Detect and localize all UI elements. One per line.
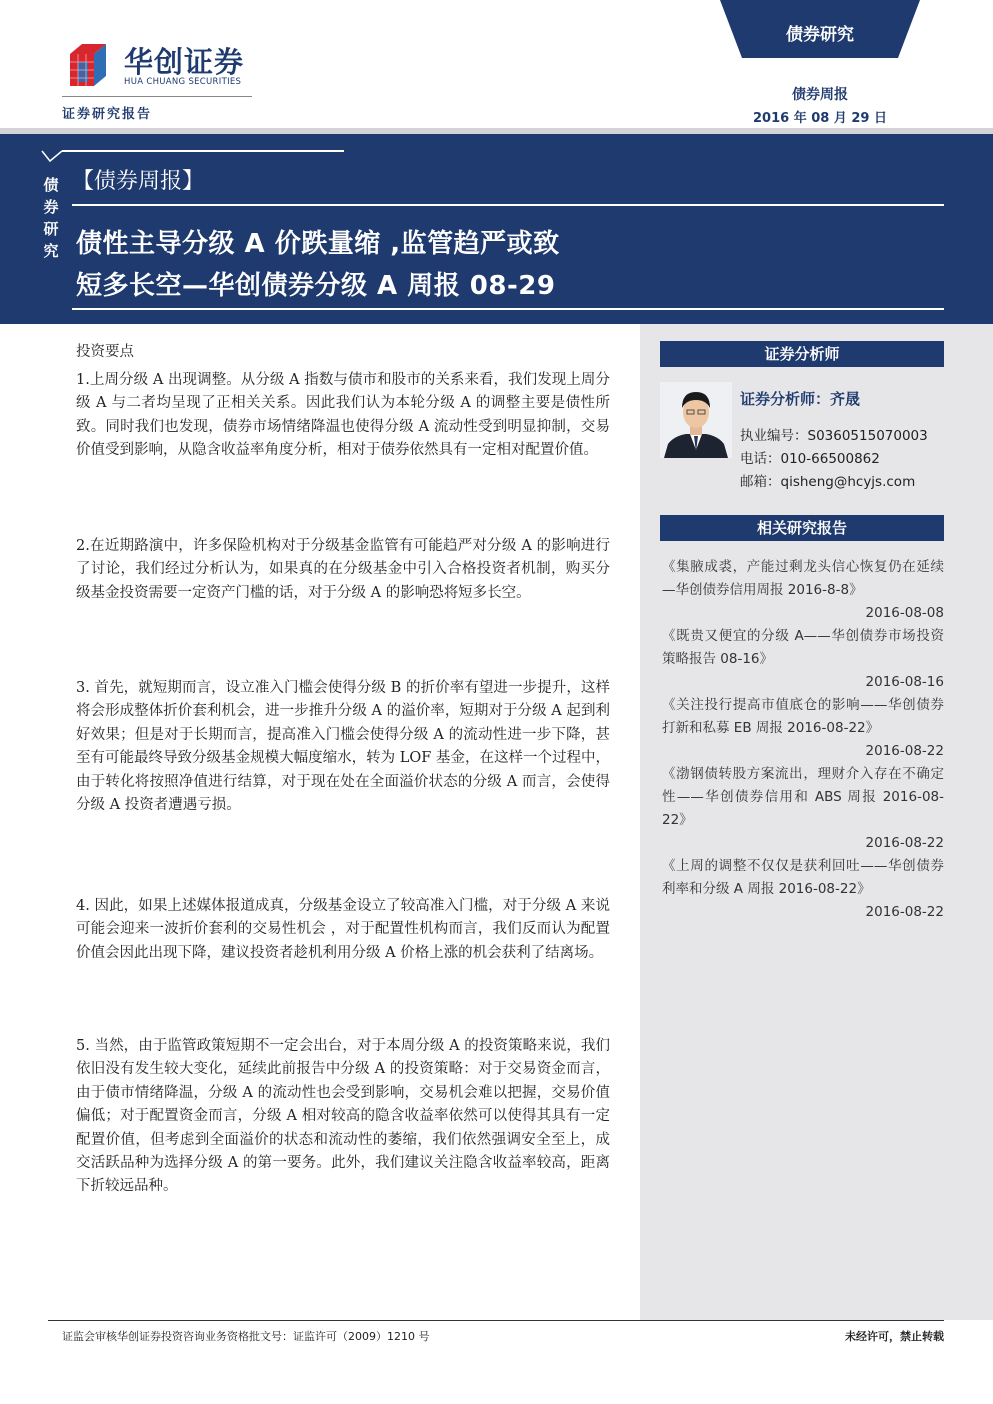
report-title-line-1: 债性主导分级 A 价跌量缩 ,监管趋严或致: [76, 229, 560, 259]
document-type: 债券周报: [792, 87, 848, 103]
key-point-paragraph: 1.上周分级 A 出现调整。从分级 A 指数与债市和股市的关系来看，我们发现上周分级 A 与二者均呈现了正相关关系。因此我们认为本轮分级 A 的调整主要是债性所致。同时我们也发现，债券市场情绪降温也使得分级 A 流动性受到明显抑制，交易价值受到影响，从隐含收益率角度分析，相对于债券依然具有一定相对配置价值。: [76, 372, 610, 459]
hua-chuang-logo-icon: [66, 42, 118, 88]
related-report-date: 2016-08-22: [865, 743, 944, 759]
logo-wordmark-en: HUA CHUANG SECURITIES: [124, 77, 242, 87]
footer-copyright-notice: 未经许可，禁止转载: [845, 1330, 944, 1343]
logo-wordmark-cn: 华创证券: [124, 45, 245, 79]
related-report-item[interactable]: [662, 855, 944, 924]
banner-rule-top: [62, 150, 344, 152]
footer-license-notice: 证监会审核华创证券投资咨询业务资格批文号：证监许可（2009）1210 号: [62, 1330, 430, 1343]
analyst-email[interactable]: 邮箱：qisheng@hcyjs.com: [740, 474, 916, 490]
related-report-item[interactable]: [662, 556, 944, 625]
bracket-tag: 【债券周报】: [72, 169, 205, 194]
footer-divider: [48, 1320, 944, 1321]
analyst-photo: [660, 382, 732, 458]
related-report-date: 2016-08-22: [865, 835, 944, 851]
category-tab-label: 债券研究: [786, 25, 854, 45]
document-date: 2016 年 08 月 29 日: [753, 111, 887, 126]
related-report-date: 2016-08-22: [865, 904, 944, 920]
banner-rule-middle: [72, 204, 944, 206]
related-report-item[interactable]: [662, 694, 944, 763]
vertical-category-tag: 债券研究: [43, 176, 59, 260]
key-point-paragraph: 4. 因此，如果上述媒体报道成真，分级基金设立了较高准入门槛，对于分级 A 来说可能会迎来一波折价套利的交易性机会 ，对于配置性机构而言，我们反而认为配置价值会因此出现下降，建议投资者趁机利用分级 A 价格上涨的机会获利了结离场。: [76, 898, 610, 961]
related-report-item[interactable]: [662, 763, 944, 855]
related-report-title: 《渤钢债转股方案流出，理财介入存在不确定性——华创债券信用和 ABS 周报 2016-08-22》: [662, 766, 944, 828]
banner-rule-bottom: [72, 308, 944, 310]
related-report-title: 《集腋成裘，产能过剩龙头信心恢复仍在延续—华创债券信用周报 2016-8-8》: [662, 559, 944, 598]
analyst-phone: 电话：010-66500862: [740, 451, 880, 467]
key-point-paragraph: 2.在近期路演中，许多保险机构对于分级基金监管有可能趋严对分级 A 的影响进行了讨论，我们经过分析认为，如果真的在分级基金中引入合格投资者机制，购买分级基金投资需要一定资产门槛的话，对于分级 A 的影响恐将短多长空。: [76, 538, 610, 601]
key-point-paragraph: 5. 当然，由于监管政策短期不一定会出台，对于本周分级 A 的投资策略来说，我们依旧没有发生较大变化，延续此前报告中分级 A 的投资策略：对于交易资金而言，由于债市情绪降温，分级 A 的流动性也会受到影响，交易机会难以把握，交易价值偏低；对于配置资金而言，分级 A 相对较高的隐含收益率依然可以使得其具有一定配置价值，但考虑到全面溢价的状态和流动性的萎缩，我们依然强调安全至上，成交活跃品种为选择分级 A 的第一要务。此外，我们建议关注隐含收益率较高，距离下折较远品种。: [76, 1038, 610, 1195]
key-point-paragraph: 3. 首先，就短期而言，设立准入门槛会使得分级 B 的折价率有望进一步提升，这样将会形成整体折价套利机会，进一步推升分级 A 的溢价率，短期对于分级 A 起到利好效果；但是对于长期而言，提高准入门槛会使得分级 A 的流动性进一步下降，甚至有可能最终导致分级基金规模大幅度缩水，转为 LOF 基金，在这样一个过程中，由于转化将按照净值进行结算，对于现在处在全面溢价状态的分级 A 而言，会使得分级 A 投资者遭遇亏损。: [76, 680, 610, 814]
related-report-title: 《关注投行提高市值底仓的影响——华创债券打新和私募 EB 周报 2016-08-22》: [662, 697, 944, 736]
analyst-name: 证券分析师：齐晟: [740, 390, 861, 408]
related-report-date: 2016-08-08: [865, 605, 944, 621]
analyst-section-header: 证券分析师: [660, 341, 944, 367]
related-report-title: 《上周的调整不仅仅是获利回吐——华创债券利率和分级 A 周报 2016-08-22》: [662, 858, 944, 897]
related-reports-list: [662, 556, 944, 924]
banner-check-icon: [40, 148, 62, 164]
section-label-key-points: 投资要点: [76, 344, 134, 360]
related-report-item[interactable]: [662, 625, 944, 694]
report-type-label: 证券研究报告: [62, 107, 153, 122]
related-reports-header: 相关研究报告: [660, 515, 944, 541]
related-report-date: 2016-08-16: [865, 674, 944, 690]
related-report-title: 《既贵又便宜的分级 A——华创债券市场投资策略报告 08-16》: [662, 628, 944, 667]
logo-divider: [62, 96, 252, 97]
report-title-line-2: 短多长空—华创债券分级 A 周报 08-29: [76, 271, 556, 301]
analyst-license: 执业编号：S0360515070003: [740, 428, 928, 444]
